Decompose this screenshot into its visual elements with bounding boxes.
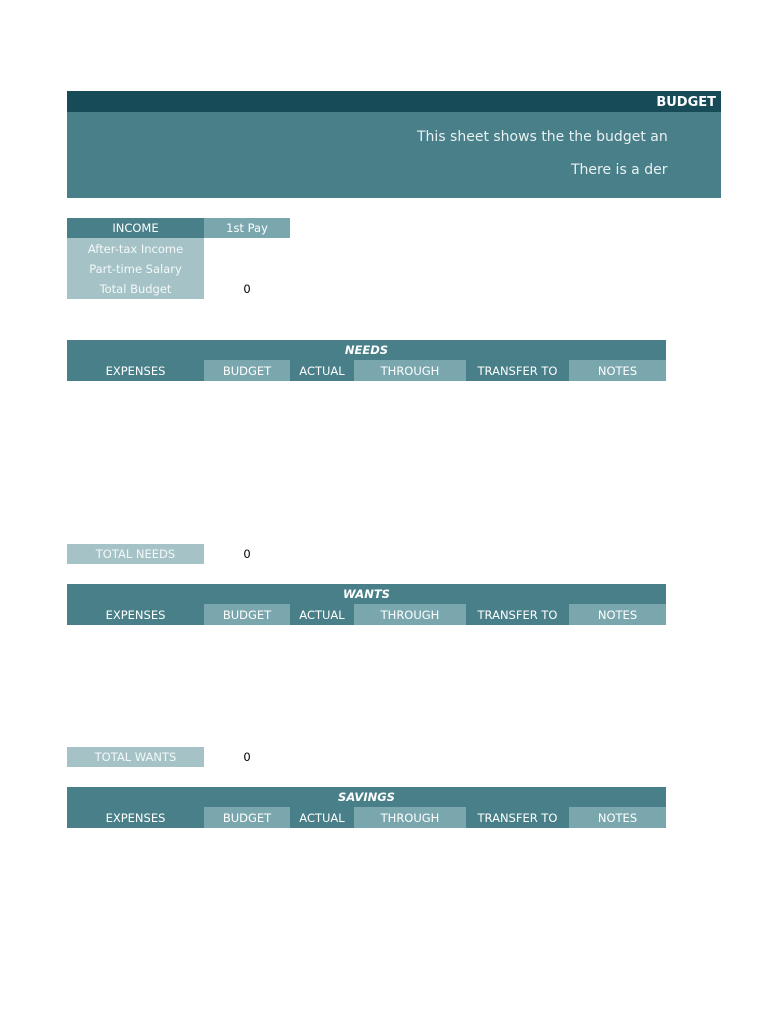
total-wants-value-cell[interactable]: 0 <box>243 750 251 764</box>
total-wants-label-cell[interactable]: TOTAL WANTS <box>67 747 204 767</box>
part-time-salary-cell[interactable]: Part-time Salary <box>67 259 204 279</box>
actual-column-header[interactable]: ACTUAL <box>290 604 354 625</box>
banner-title: BUDGET <box>656 95 716 110</box>
banner-description-line2: There is a der <box>571 162 668 178</box>
transfer-to-column-header[interactable]: TRANSFER TO <box>466 360 569 381</box>
needs-column-headers <box>67 360 666 381</box>
budget-column-header[interactable]: BUDGET <box>204 604 290 625</box>
expenses-column-header[interactable]: EXPENSES <box>67 604 204 625</box>
total-budget-value-cell[interactable]: 0 <box>243 282 251 296</box>
after-tax-income-cell[interactable]: After-tax Income <box>67 238 204 259</box>
savings-table-header <box>67 787 666 828</box>
actual-column-header[interactable]: ACTUAL <box>290 807 354 828</box>
total-needs-value-cell[interactable]: 0 <box>243 547 251 561</box>
notes-column-header[interactable]: NOTES <box>569 807 666 828</box>
transfer-to-column-header[interactable]: TRANSFER TO <box>466 807 569 828</box>
savings-title[interactable]: SAVINGS <box>67 787 666 807</box>
needs-table-header <box>67 340 666 381</box>
through-column-header[interactable]: THROUGH <box>354 360 466 381</box>
needs-title[interactable]: NEEDS <box>67 340 666 360</box>
budget-column-header[interactable]: BUDGET <box>204 807 290 828</box>
expenses-column-header[interactable]: EXPENSES <box>67 807 204 828</box>
notes-column-header[interactable]: NOTES <box>569 360 666 381</box>
wants-title[interactable]: WANTS <box>67 584 666 604</box>
savings-column-headers <box>67 807 666 828</box>
total-budget-label-cell[interactable]: Total Budget <box>67 279 204 299</box>
banner-clip <box>67 91 716 198</box>
notes-column-header[interactable]: NOTES <box>569 604 666 625</box>
wants-column-headers <box>67 604 666 625</box>
total-needs-label-cell[interactable]: TOTAL NEEDS <box>67 544 204 564</box>
income-header-cell[interactable]: INCOME <box>67 218 204 238</box>
banner-description-line1: This sheet shows the the budget an <box>417 129 668 145</box>
first-pay-header-cell[interactable]: 1st Pay <box>204 218 290 238</box>
transfer-to-column-header[interactable]: TRANSFER TO <box>466 604 569 625</box>
through-column-header[interactable]: THROUGH <box>354 604 466 625</box>
wants-table-header <box>67 584 666 625</box>
expenses-column-header[interactable]: EXPENSES <box>67 360 204 381</box>
through-column-header[interactable]: THROUGH <box>354 807 466 828</box>
actual-column-header[interactable]: ACTUAL <box>290 360 354 381</box>
budget-column-header[interactable]: BUDGET <box>204 360 290 381</box>
